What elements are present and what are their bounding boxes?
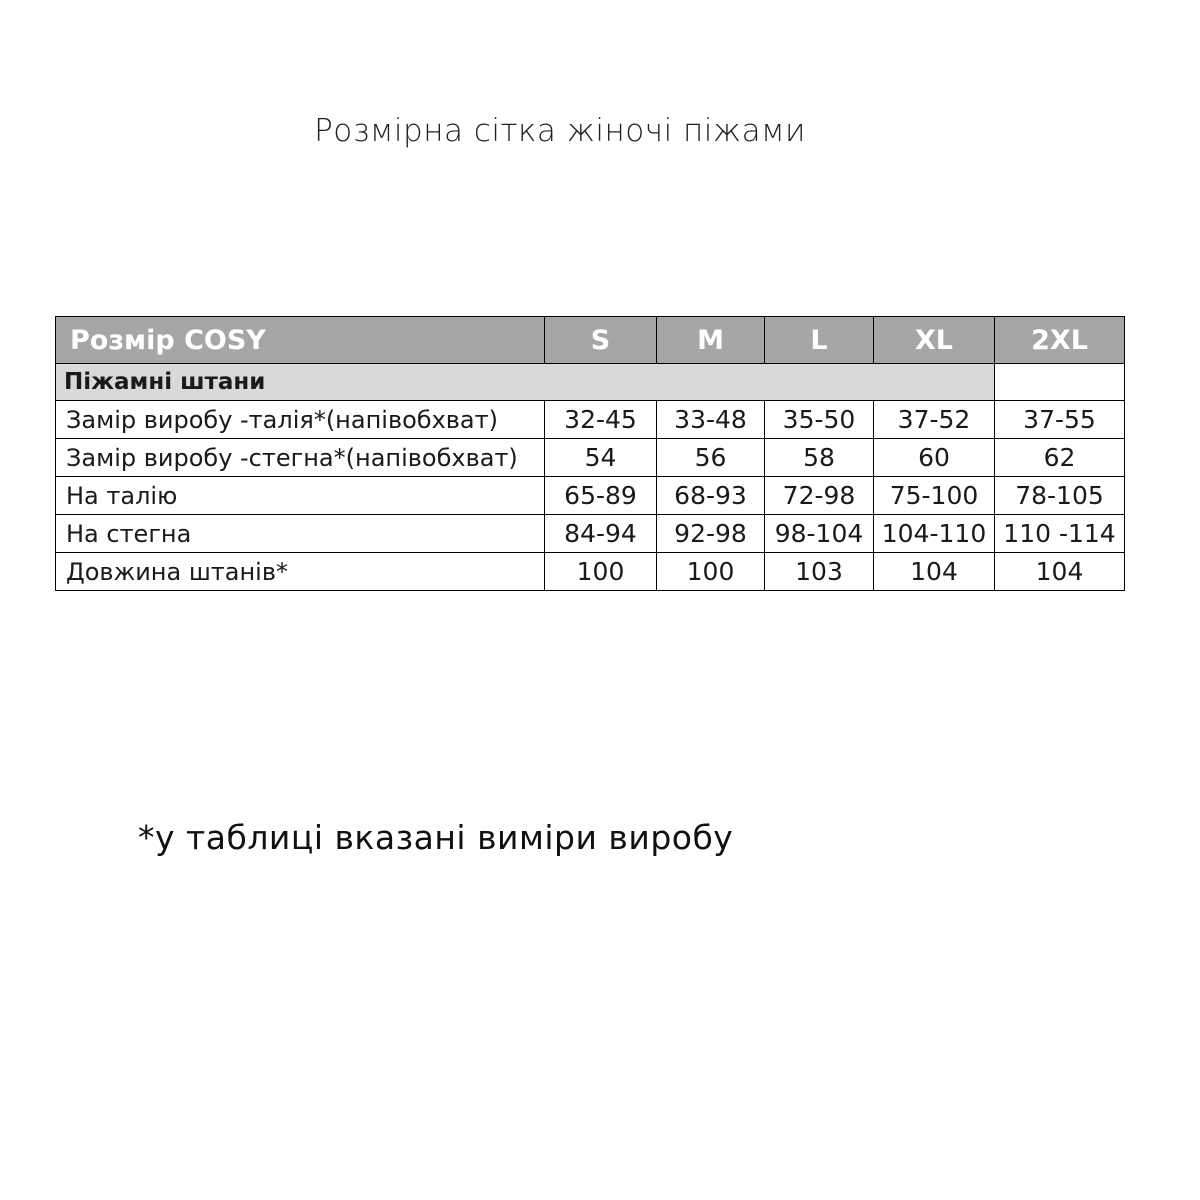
- section-label: Піжамні штани: [56, 364, 545, 401]
- cell-value: 104: [874, 553, 995, 591]
- row-label: На стегна: [56, 515, 545, 553]
- cell-value: 56: [657, 439, 765, 477]
- table-header-row: [56, 317, 1125, 364]
- cell-value: 78-105: [995, 477, 1125, 515]
- cell-value: 35-50: [765, 401, 874, 439]
- table-row: [56, 553, 1125, 591]
- header-size-2xl: 2XL: [995, 317, 1125, 364]
- cell-value: 104: [995, 553, 1125, 591]
- cell-value: 103: [765, 553, 874, 591]
- header-size-s: S: [545, 317, 657, 364]
- cell-value: 92-98: [657, 515, 765, 553]
- cell-value: 100: [545, 553, 657, 591]
- row-label: Замір виробу -стегна*(напівобхват): [56, 439, 545, 477]
- table-row: [56, 515, 1125, 553]
- cell-value: 98-104: [765, 515, 874, 553]
- cell-value: 62: [995, 439, 1125, 477]
- header-size-label: Розмір COSY: [56, 317, 545, 364]
- cell-value: 100: [657, 553, 765, 591]
- table-row: [56, 439, 1125, 477]
- cell-value: 33-48: [657, 401, 765, 439]
- header-size-xl: XL: [874, 317, 995, 364]
- section-empty-cell: [995, 364, 1125, 401]
- cell-value: 104-110: [874, 515, 995, 553]
- cell-value: 58: [765, 439, 874, 477]
- page-title: Розмірна сітка жіночі піжами: [314, 113, 806, 149]
- cell-value: 54: [545, 439, 657, 477]
- section-fill: [545, 364, 995, 401]
- cell-value: 68-93: [657, 477, 765, 515]
- table-row: [56, 477, 1125, 515]
- footnote: *у таблиці вказані виміри виробу: [138, 818, 734, 857]
- cell-value: 75-100: [874, 477, 995, 515]
- cell-value: 32-45: [545, 401, 657, 439]
- section-row: [56, 364, 1125, 401]
- row-label: Довжина штанів*: [56, 553, 545, 591]
- cell-value: 110 -114: [995, 515, 1125, 553]
- row-label: На талію: [56, 477, 545, 515]
- row-label: Замір виробу -талія*(напівобхват): [56, 401, 545, 439]
- cell-value: 60: [874, 439, 995, 477]
- header-size-l: L: [765, 317, 874, 364]
- cell-value: 84-94: [545, 515, 657, 553]
- cell-value: 37-52: [874, 401, 995, 439]
- cell-value: 72-98: [765, 477, 874, 515]
- header-size-m: M: [657, 317, 765, 364]
- cell-value: 65-89: [545, 477, 657, 515]
- size-chart-table: [55, 316, 1125, 591]
- cell-value: 37-55: [995, 401, 1125, 439]
- table-row: [56, 401, 1125, 439]
